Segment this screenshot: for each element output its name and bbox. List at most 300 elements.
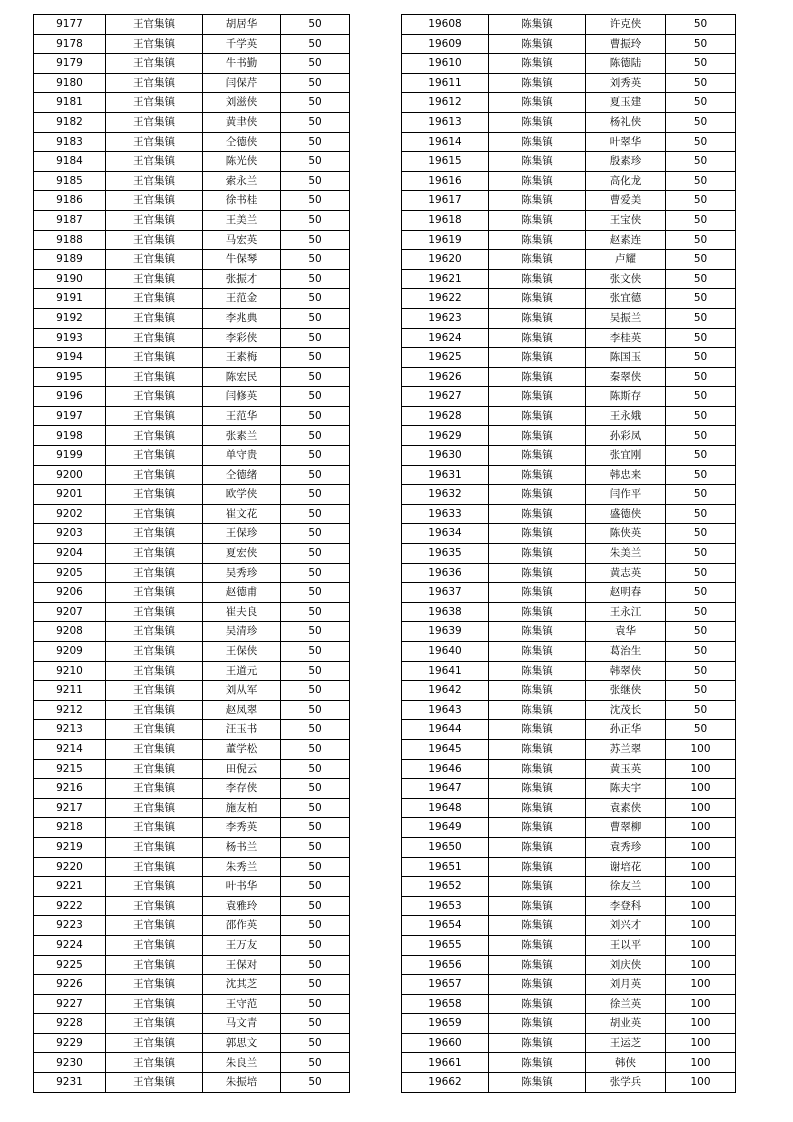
table-row — [402, 230, 736, 250]
amount-cell: 50 — [281, 524, 350, 544]
id-cell: 9188 — [34, 230, 106, 250]
town-cell: 王官集镇 — [106, 308, 203, 328]
table-row — [402, 975, 736, 995]
town-cell: 陈集镇 — [489, 93, 586, 113]
table-row — [402, 15, 736, 35]
town-cell: 陈集镇 — [489, 681, 586, 701]
table-row — [34, 681, 350, 701]
name-cell: 刘月英 — [586, 975, 666, 995]
amount-cell: 50 — [281, 837, 350, 857]
table-row — [34, 132, 350, 152]
id-cell: 9203 — [34, 524, 106, 544]
id-cell: 9183 — [34, 132, 106, 152]
table-row — [402, 739, 736, 759]
id-cell: 9178 — [34, 34, 106, 54]
id-cell: 9187 — [34, 210, 106, 230]
name-cell: 崔夫良 — [203, 602, 281, 622]
name-cell: 马宏英 — [203, 230, 281, 250]
left-table — [33, 14, 350, 1093]
id-cell: 19645 — [402, 739, 489, 759]
id-cell: 9182 — [34, 112, 106, 132]
town-cell: 陈集镇 — [489, 602, 586, 622]
name-cell: 苏兰翠 — [586, 739, 666, 759]
id-cell: 9186 — [34, 191, 106, 211]
name-cell: 孙正华 — [586, 720, 666, 740]
table-row — [34, 622, 350, 642]
town-cell: 陈集镇 — [489, 1053, 586, 1073]
id-cell: 9180 — [34, 73, 106, 93]
town-cell: 陈集镇 — [489, 896, 586, 916]
table-row — [402, 504, 736, 524]
town-cell: 王官集镇 — [106, 1014, 203, 1034]
table-row — [402, 544, 736, 564]
table-row — [34, 837, 350, 857]
town-cell: 陈集镇 — [489, 54, 586, 74]
name-cell: 徐兰英 — [586, 994, 666, 1014]
amount-cell: 50 — [666, 661, 736, 681]
id-cell: 19623 — [402, 308, 489, 328]
amount-cell: 100 — [666, 818, 736, 838]
name-cell: 袁秀珍 — [586, 837, 666, 857]
amount-cell: 50 — [666, 681, 736, 701]
name-cell: 刘从军 — [203, 681, 281, 701]
amount-cell: 50 — [666, 93, 736, 113]
id-cell: 19608 — [402, 15, 489, 35]
table-row — [402, 269, 736, 289]
table-row — [402, 700, 736, 720]
id-cell: 19655 — [402, 935, 489, 955]
id-cell: 19650 — [402, 837, 489, 857]
town-cell: 王官集镇 — [106, 328, 203, 348]
name-cell: 李彩侠 — [203, 328, 281, 348]
table-row — [402, 642, 736, 662]
name-cell: 邵作英 — [203, 916, 281, 936]
id-cell: 9207 — [34, 602, 106, 622]
amount-cell: 50 — [666, 54, 736, 74]
name-cell: 王保珍 — [203, 524, 281, 544]
amount-cell: 50 — [666, 700, 736, 720]
amount-cell: 50 — [281, 1033, 350, 1053]
town-cell: 陈集镇 — [489, 73, 586, 93]
amount-cell: 50 — [281, 426, 350, 446]
id-cell: 9200 — [34, 465, 106, 485]
id-cell: 9208 — [34, 622, 106, 642]
id-cell: 9189 — [34, 250, 106, 270]
id-cell: 9192 — [34, 308, 106, 328]
amount-cell: 100 — [666, 739, 736, 759]
name-cell: 李存侠 — [203, 779, 281, 799]
id-cell: 9230 — [34, 1053, 106, 1073]
town-cell: 王官集镇 — [106, 250, 203, 270]
town-cell: 陈集镇 — [489, 210, 586, 230]
table-row — [402, 250, 736, 270]
id-cell: 9205 — [34, 563, 106, 583]
amount-cell: 50 — [666, 602, 736, 622]
id-cell: 9179 — [34, 54, 106, 74]
town-cell: 陈集镇 — [489, 269, 586, 289]
town-cell: 王官集镇 — [106, 367, 203, 387]
amount-cell: 50 — [281, 269, 350, 289]
table-row — [34, 465, 350, 485]
name-cell: 闫修英 — [203, 387, 281, 407]
id-cell: 19633 — [402, 504, 489, 524]
amount-cell: 50 — [666, 446, 736, 466]
name-cell: 李登科 — [586, 896, 666, 916]
town-cell: 陈集镇 — [489, 642, 586, 662]
id-cell: 19656 — [402, 955, 489, 975]
amount-cell: 50 — [666, 250, 736, 270]
table-row — [34, 818, 350, 838]
id-cell: 19621 — [402, 269, 489, 289]
id-cell: 19620 — [402, 250, 489, 270]
table-row — [402, 73, 736, 93]
amount-cell: 100 — [666, 955, 736, 975]
town-cell: 王官集镇 — [106, 446, 203, 466]
table-row — [402, 465, 736, 485]
id-cell: 9195 — [34, 367, 106, 387]
town-cell: 陈集镇 — [489, 485, 586, 505]
table-row — [34, 798, 350, 818]
town-cell: 王官集镇 — [106, 465, 203, 485]
table-row — [34, 1053, 350, 1073]
name-cell: 朱振培 — [203, 1073, 281, 1093]
id-cell: 19661 — [402, 1053, 489, 1073]
amount-cell: 50 — [281, 230, 350, 250]
id-cell: 19635 — [402, 544, 489, 564]
town-cell: 王官集镇 — [106, 348, 203, 368]
table-row — [34, 877, 350, 897]
table-row — [402, 171, 736, 191]
table-row — [402, 524, 736, 544]
name-cell: 仝德绪 — [203, 465, 281, 485]
name-cell: 闫作平 — [586, 485, 666, 505]
id-cell: 9210 — [34, 661, 106, 681]
id-cell: 9185 — [34, 171, 106, 191]
name-cell: 卢耀 — [586, 250, 666, 270]
town-cell: 王官集镇 — [106, 15, 203, 35]
name-cell: 单守贵 — [203, 446, 281, 466]
amount-cell: 100 — [666, 759, 736, 779]
name-cell: 朱良兰 — [203, 1053, 281, 1073]
name-cell: 陈侠英 — [586, 524, 666, 544]
town-cell: 陈集镇 — [489, 544, 586, 564]
name-cell: 李桂英 — [586, 328, 666, 348]
amount-cell: 50 — [281, 406, 350, 426]
town-cell: 陈集镇 — [489, 504, 586, 524]
id-cell: 19648 — [402, 798, 489, 818]
table-row — [34, 210, 350, 230]
table-row — [34, 975, 350, 995]
amount-cell: 50 — [281, 583, 350, 603]
table-row — [34, 348, 350, 368]
town-cell: 王官集镇 — [106, 720, 203, 740]
table-row — [34, 759, 350, 779]
town-cell: 王官集镇 — [106, 524, 203, 544]
town-cell: 陈集镇 — [489, 1014, 586, 1034]
table-row — [34, 367, 350, 387]
table-row — [402, 132, 736, 152]
town-cell: 陈集镇 — [489, 837, 586, 857]
table-row — [402, 877, 736, 897]
amount-cell: 50 — [666, 15, 736, 35]
name-cell: 朱秀兰 — [203, 857, 281, 877]
amount-cell: 50 — [666, 720, 736, 740]
town-cell: 陈集镇 — [489, 387, 586, 407]
amount-cell: 50 — [281, 994, 350, 1014]
town-cell: 王官集镇 — [106, 132, 203, 152]
amount-cell: 50 — [666, 367, 736, 387]
name-cell: 韩侠 — [586, 1053, 666, 1073]
amount-cell: 50 — [281, 210, 350, 230]
amount-cell: 50 — [666, 465, 736, 485]
amount-cell: 50 — [281, 779, 350, 799]
amount-cell: 50 — [281, 73, 350, 93]
town-cell: 王官集镇 — [106, 269, 203, 289]
name-cell: 袁华 — [586, 622, 666, 642]
table-row — [402, 387, 736, 407]
amount-cell: 50 — [281, 191, 350, 211]
name-cell: 韩翠侠 — [586, 661, 666, 681]
id-cell: 19611 — [402, 73, 489, 93]
table-row — [34, 544, 350, 564]
town-cell: 王官集镇 — [106, 583, 203, 603]
amount-cell: 50 — [281, 642, 350, 662]
id-cell: 19613 — [402, 112, 489, 132]
table-row — [402, 367, 736, 387]
name-cell: 许克侠 — [586, 15, 666, 35]
right-table-body — [402, 15, 736, 1093]
amount-cell: 50 — [666, 426, 736, 446]
name-cell: 刘兴才 — [586, 916, 666, 936]
id-cell: 9216 — [34, 779, 106, 799]
amount-cell: 50 — [281, 485, 350, 505]
table-row — [34, 1014, 350, 1034]
town-cell: 王官集镇 — [106, 779, 203, 799]
id-cell: 9209 — [34, 642, 106, 662]
name-cell: 殷素珍 — [586, 152, 666, 172]
name-cell: 朱美兰 — [586, 544, 666, 564]
table-row — [402, 661, 736, 681]
town-cell: 王官集镇 — [106, 857, 203, 877]
amount-cell: 50 — [281, 132, 350, 152]
town-cell: 王官集镇 — [106, 798, 203, 818]
name-cell: 王永江 — [586, 602, 666, 622]
name-cell: 王范华 — [203, 406, 281, 426]
amount-cell: 50 — [666, 583, 736, 603]
name-cell: 王范金 — [203, 289, 281, 309]
town-cell: 陈集镇 — [489, 759, 586, 779]
id-cell: 19622 — [402, 289, 489, 309]
town-cell: 陈集镇 — [489, 171, 586, 191]
id-cell: 19638 — [402, 602, 489, 622]
amount-cell: 100 — [666, 837, 736, 857]
amount-cell: 50 — [281, 387, 350, 407]
amount-cell: 50 — [281, 563, 350, 583]
town-cell: 陈集镇 — [489, 308, 586, 328]
town-cell: 陈集镇 — [489, 1073, 586, 1093]
table-row — [402, 720, 736, 740]
town-cell: 王官集镇 — [106, 426, 203, 446]
name-cell: 徐友兰 — [586, 877, 666, 897]
town-cell: 陈集镇 — [489, 700, 586, 720]
name-cell: 张宜刚 — [586, 446, 666, 466]
id-cell: 9221 — [34, 877, 106, 897]
id-cell: 9201 — [34, 485, 106, 505]
table-row — [402, 798, 736, 818]
table-row — [402, 328, 736, 348]
amount-cell: 50 — [281, 602, 350, 622]
id-cell: 9206 — [34, 583, 106, 603]
name-cell: 王宝侠 — [586, 210, 666, 230]
town-cell: 王官集镇 — [106, 1033, 203, 1053]
name-cell: 吴清珍 — [203, 622, 281, 642]
amount-cell: 50 — [666, 406, 736, 426]
table-row — [402, 681, 736, 701]
name-cell: 汪玉书 — [203, 720, 281, 740]
amount-cell: 50 — [666, 348, 736, 368]
id-cell: 19612 — [402, 93, 489, 113]
name-cell: 王永娥 — [586, 406, 666, 426]
table-row — [402, 112, 736, 132]
id-cell: 9202 — [34, 504, 106, 524]
name-cell: 孙彩凤 — [586, 426, 666, 446]
id-cell: 9197 — [34, 406, 106, 426]
table-row — [34, 661, 350, 681]
id-cell: 19651 — [402, 857, 489, 877]
table-row — [34, 446, 350, 466]
table-row — [402, 93, 736, 113]
id-cell: 19636 — [402, 563, 489, 583]
town-cell: 王官集镇 — [106, 700, 203, 720]
town-cell: 陈集镇 — [489, 583, 586, 603]
town-cell: 王官集镇 — [106, 152, 203, 172]
id-cell: 19649 — [402, 818, 489, 838]
right-table — [401, 14, 736, 1093]
table-row — [402, 348, 736, 368]
town-cell: 陈集镇 — [489, 132, 586, 152]
table-row — [34, 563, 350, 583]
table-row — [34, 935, 350, 955]
amount-cell: 50 — [281, 622, 350, 642]
table-row — [402, 485, 736, 505]
name-cell: 吴秀珍 — [203, 563, 281, 583]
id-cell: 19617 — [402, 191, 489, 211]
amount-cell: 100 — [666, 896, 736, 916]
town-cell: 陈集镇 — [489, 367, 586, 387]
id-cell: 9191 — [34, 289, 106, 309]
id-cell: 19619 — [402, 230, 489, 250]
name-cell: 欧学侠 — [203, 485, 281, 505]
amount-cell: 50 — [666, 387, 736, 407]
amount-cell: 100 — [666, 1073, 736, 1093]
table-row — [34, 34, 350, 54]
table-row — [34, 739, 350, 759]
table-row — [34, 916, 350, 936]
id-cell: 19639 — [402, 622, 489, 642]
town-cell: 王官集镇 — [106, 93, 203, 113]
table-row — [402, 446, 736, 466]
amount-cell: 50 — [666, 308, 736, 328]
town-cell: 王官集镇 — [106, 661, 203, 681]
name-cell: 谢培花 — [586, 857, 666, 877]
name-cell: 夏玉建 — [586, 93, 666, 113]
table-row — [34, 583, 350, 603]
table-row — [34, 485, 350, 505]
town-cell: 王官集镇 — [106, 544, 203, 564]
id-cell: 19626 — [402, 367, 489, 387]
name-cell: 葛治生 — [586, 642, 666, 662]
name-cell: 袁素侠 — [586, 798, 666, 818]
amount-cell: 50 — [666, 73, 736, 93]
table-row — [34, 994, 350, 1014]
name-cell: 李秀英 — [203, 818, 281, 838]
name-cell: 盛德侠 — [586, 504, 666, 524]
town-cell: 王官集镇 — [106, 230, 203, 250]
amount-cell: 50 — [281, 446, 350, 466]
name-cell: 沈茂长 — [586, 700, 666, 720]
id-cell: 19642 — [402, 681, 489, 701]
id-cell: 9190 — [34, 269, 106, 289]
table-row — [402, 994, 736, 1014]
town-cell: 王官集镇 — [106, 935, 203, 955]
town-cell: 王官集镇 — [106, 387, 203, 407]
amount-cell: 100 — [666, 857, 736, 877]
table-row — [402, 857, 736, 877]
id-cell: 9196 — [34, 387, 106, 407]
amount-cell: 50 — [281, 975, 350, 995]
id-cell: 19662 — [402, 1073, 489, 1093]
town-cell: 王官集镇 — [106, 504, 203, 524]
town-cell: 王官集镇 — [106, 818, 203, 838]
amount-cell: 50 — [281, 896, 350, 916]
name-cell: 曹振玲 — [586, 34, 666, 54]
town-cell: 王官集镇 — [106, 289, 203, 309]
name-cell: 吴振兰 — [586, 308, 666, 328]
name-cell: 王道元 — [203, 661, 281, 681]
town-cell: 王官集镇 — [106, 955, 203, 975]
amount-cell: 50 — [281, 1073, 350, 1093]
name-cell: 秦翠侠 — [586, 367, 666, 387]
amount-cell: 50 — [666, 289, 736, 309]
id-cell: 19634 — [402, 524, 489, 544]
town-cell: 陈集镇 — [489, 406, 586, 426]
table-row — [402, 1073, 736, 1093]
town-cell: 王官集镇 — [106, 210, 203, 230]
name-cell: 叶翠华 — [586, 132, 666, 152]
town-cell: 陈集镇 — [489, 250, 586, 270]
table-row — [34, 1073, 350, 1093]
amount-cell: 100 — [666, 935, 736, 955]
table-row — [402, 308, 736, 328]
table-row — [34, 700, 350, 720]
table-row — [34, 152, 350, 172]
town-cell: 陈集镇 — [489, 15, 586, 35]
name-cell: 王美兰 — [203, 210, 281, 230]
town-cell: 陈集镇 — [489, 935, 586, 955]
amount-cell: 50 — [281, 818, 350, 838]
name-cell: 刘庆侠 — [586, 955, 666, 975]
id-cell: 9199 — [34, 446, 106, 466]
amount-cell: 50 — [281, 759, 350, 779]
name-cell: 陈夫宇 — [586, 779, 666, 799]
town-cell: 王官集镇 — [106, 975, 203, 995]
id-cell: 19660 — [402, 1033, 489, 1053]
town-cell: 陈集镇 — [489, 779, 586, 799]
amount-cell: 50 — [666, 524, 736, 544]
name-cell: 沈其芝 — [203, 975, 281, 995]
name-cell: 陈国玉 — [586, 348, 666, 368]
town-cell: 陈集镇 — [489, 524, 586, 544]
